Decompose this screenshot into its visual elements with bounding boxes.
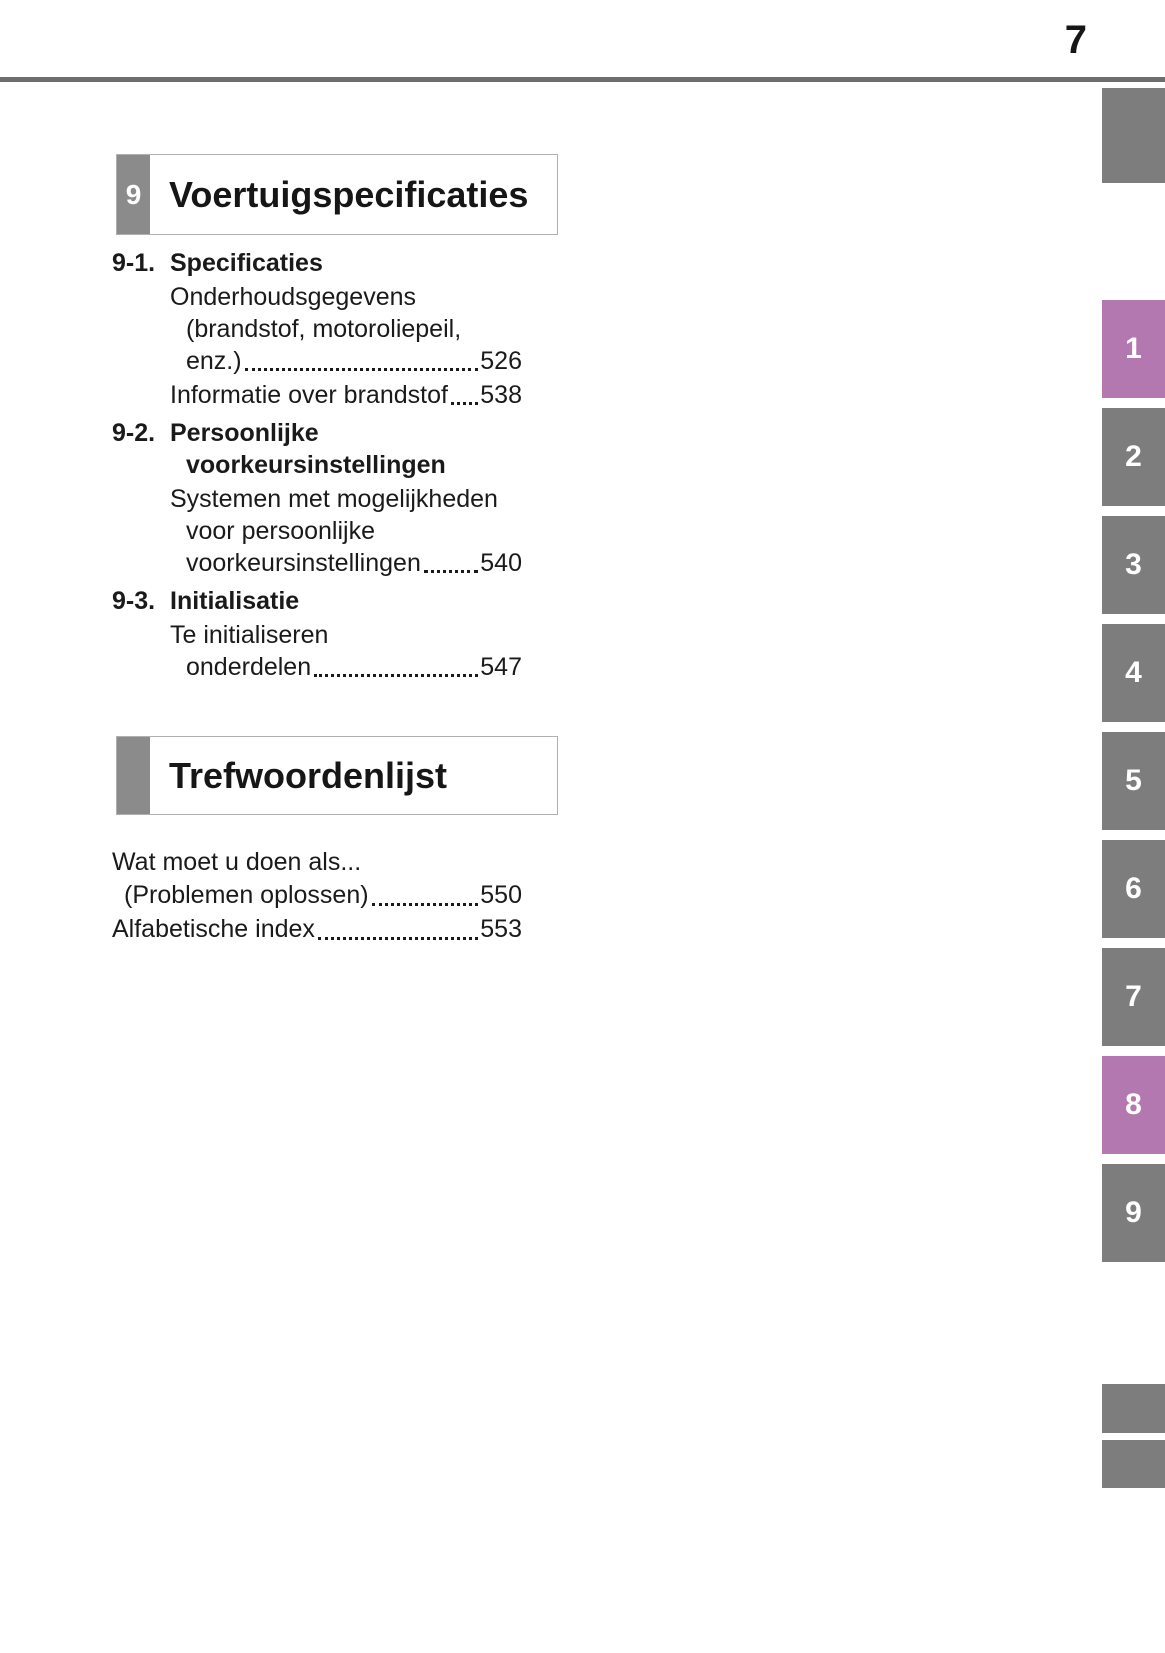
toc-entry-text: onderdelen — [186, 653, 312, 681]
toc-entry-line — [112, 913, 522, 946]
toc-section-number: 9-1. — [112, 249, 156, 277]
toc-item — [112, 483, 522, 579]
toc-entry-line: Systemen met mogelijkheden — [170, 485, 498, 513]
toc-item — [112, 379, 522, 411]
page-number: 7 — [1064, 18, 1087, 62]
toc-entry-text: (Problemen oplossen) — [124, 881, 369, 909]
sidebar-tab-2: 2 — [1102, 408, 1165, 506]
toc-section — [112, 585, 522, 683]
index-box-badge — [117, 737, 150, 814]
toc-section-title: Specificaties — [170, 249, 323, 277]
toc-section-title-wrap: voorkeursinstellingen — [186, 451, 446, 479]
index-list-line: Wat moet u doen als... — [112, 848, 362, 876]
toc-page-number: 550 — [480, 881, 522, 909]
toc-item — [112, 619, 522, 683]
toc-section — [112, 417, 522, 579]
toc-section-head — [112, 585, 522, 617]
sidebar-block — [1102, 88, 1165, 183]
dotted-leader — [245, 368, 479, 371]
dotted-leader — [424, 570, 478, 573]
chapter-title: Voertuigspecificaties — [169, 173, 529, 215]
toc-section — [112, 247, 522, 411]
sidebar-tab-5: 5 — [1102, 732, 1165, 830]
dotted-leader — [372, 903, 479, 906]
toc-section-number: 9-3. — [112, 587, 156, 615]
sidebar-block — [1102, 1384, 1165, 1433]
toc-page-number: 526 — [480, 347, 522, 375]
toc-entry-line — [112, 547, 522, 579]
index-box — [116, 736, 558, 815]
toc-entry-line: Te initialiseren — [170, 621, 329, 649]
sidebar-tab-3: 3 — [1102, 516, 1165, 614]
toc-page-number: 540 — [480, 549, 522, 577]
sidebar-tab-6: 6 — [1102, 840, 1165, 938]
chapter-box — [116, 154, 558, 235]
dotted-leader — [318, 937, 478, 940]
index-list-item — [112, 846, 522, 912]
toc-entry-line — [112, 345, 522, 377]
chapter-number-badge: 9 — [117, 155, 150, 234]
toc-entry-text: Alfabetische index — [112, 915, 315, 943]
toc-entry-line — [112, 379, 522, 411]
toc-entry-text: enz.) — [186, 347, 242, 375]
sidebar-tab-7: 7 — [1102, 948, 1165, 1046]
toc-entry-text: voorkeursinstellingen — [186, 549, 421, 577]
toc-page-number: 553 — [480, 915, 522, 943]
toc-entry-line: (brandstof, motoroliepeil, — [186, 315, 462, 343]
toc-page-number: 538 — [480, 381, 522, 409]
toc-entry-line — [112, 879, 522, 912]
sidebar-tab-9: 9 — [1102, 1164, 1165, 1262]
sidebar-tab-1: 1 — [1102, 300, 1165, 398]
header-rule — [0, 77, 1165, 82]
sidebar-block — [1102, 1440, 1165, 1488]
toc-entry-line: Onderhoudsgegevens — [170, 283, 417, 311]
dotted-leader — [451, 402, 478, 405]
index-list-item — [112, 913, 522, 946]
toc-section-number: 9-2. — [112, 419, 156, 447]
toc-entry-line: voor persoonlijke — [186, 517, 375, 545]
toc-section-title: Persoonlijke — [170, 419, 319, 447]
toc-entry-line — [112, 651, 522, 683]
toc — [112, 247, 522, 683]
toc-section-head — [112, 247, 522, 279]
sidebar-tab-4: 4 — [1102, 624, 1165, 722]
toc-section-title: Initialisatie — [170, 587, 300, 615]
sidebar-tab-8: 8 — [1102, 1056, 1165, 1154]
index-title: Trefwoordenlijst — [169, 754, 448, 796]
bottom-list — [112, 845, 522, 946]
dotted-leader — [314, 674, 478, 677]
toc-entry-text: Informatie over brandstof — [170, 381, 448, 409]
toc-section-head — [112, 417, 522, 449]
toc-page-number: 547 — [480, 653, 522, 681]
toc-item — [112, 281, 522, 377]
